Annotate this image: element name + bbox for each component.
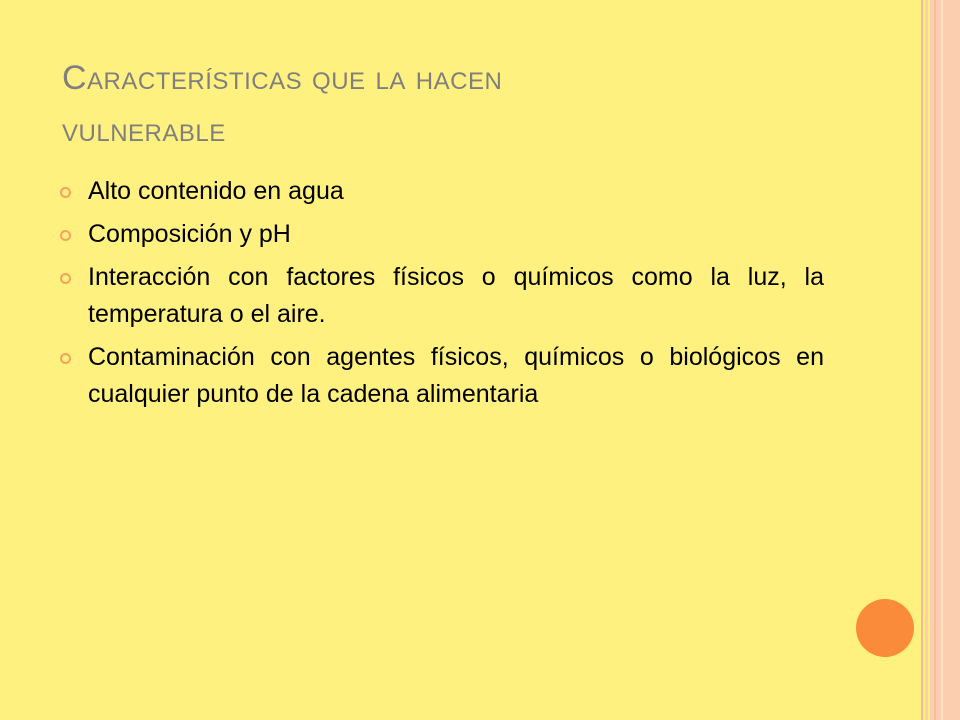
slide-title [62, 52, 822, 156]
slide-title-line-2: vulnerable [62, 111, 226, 149]
list-item [60, 173, 824, 210]
slide-title-line-1: Características que la hacen [62, 59, 503, 97]
ring-bullet-icon [60, 187, 71, 198]
side-band-line [934, 0, 936, 720]
side-band-line [925, 0, 928, 720]
bullet-text: Alto contenido en agua [88, 177, 344, 205]
side-band-line [921, 0, 923, 720]
list-item [60, 216, 824, 253]
orange-circle-icon [856, 599, 914, 657]
list-item [60, 259, 824, 333]
bullet-text: Interacción con factores físicos o químicos como la luz, la temperatura o el aire. [88, 263, 824, 328]
bullet-text: Composición y pH [88, 220, 291, 248]
ring-bullet-icon [60, 353, 71, 364]
ring-bullet-icon [60, 230, 71, 241]
bullet-text: Contaminación con agentes físicos, químicos o biológicos en cualquier punto de la cadena alimentaria [88, 343, 824, 408]
bullet-list [60, 173, 824, 419]
ring-bullet-icon [60, 273, 71, 284]
list-item [60, 339, 824, 413]
side-band-line [941, 0, 943, 720]
